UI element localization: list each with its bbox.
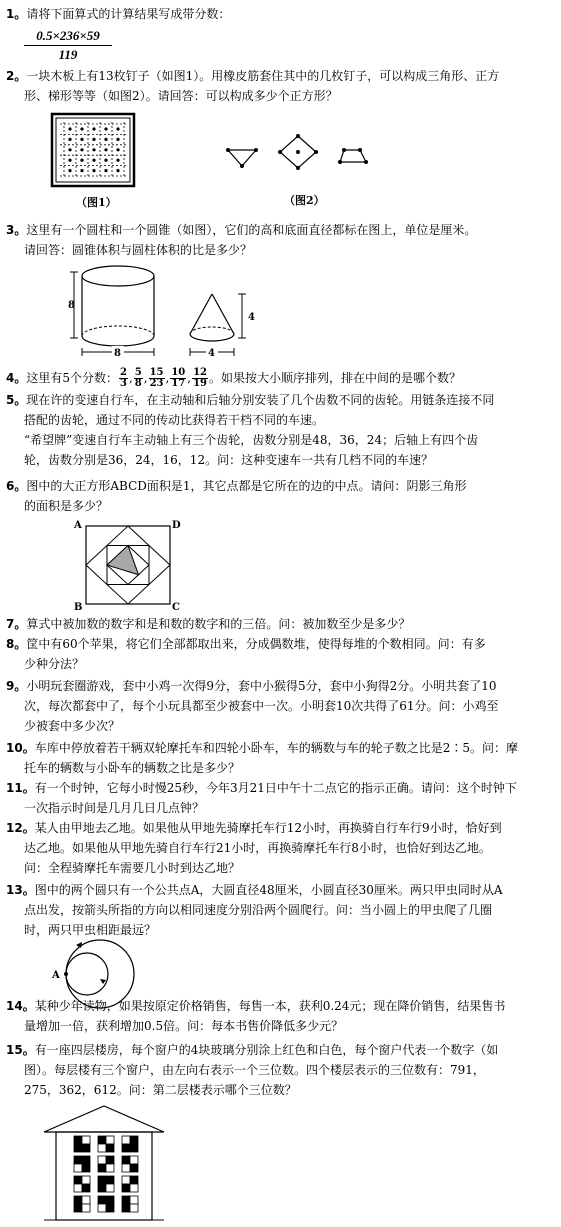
fraction bbox=[149, 368, 165, 389]
fraction-numerator: 10 bbox=[171, 367, 186, 378]
problem-number: 5。 bbox=[6, 393, 27, 407]
problem-11 bbox=[6, 778, 554, 818]
nail-dot bbox=[104, 138, 107, 141]
problem-number: 11。 bbox=[6, 781, 35, 795]
problem-number: 14。 bbox=[6, 999, 35, 1013]
nail-dot bbox=[314, 150, 318, 154]
small-circle bbox=[66, 953, 108, 995]
window-pane bbox=[122, 1204, 130, 1212]
nail-dot bbox=[92, 159, 95, 162]
nail-dot bbox=[240, 164, 244, 168]
problem-text: 托车的辆数与小卧车的辆数之比是多少？ bbox=[24, 761, 241, 775]
nail-dot bbox=[296, 150, 300, 154]
problem-text: 。如果按大小顺序排列，排在中间的是哪个数？ bbox=[209, 371, 462, 385]
nail-dot bbox=[278, 150, 282, 154]
nail-dot bbox=[226, 148, 230, 152]
nail-dot bbox=[358, 148, 362, 152]
cylinder-top bbox=[82, 266, 154, 286]
problem-number: 8。 bbox=[6, 637, 27, 651]
problem-9 bbox=[6, 676, 554, 736]
problem-3 bbox=[6, 220, 554, 260]
nail-dot bbox=[296, 134, 300, 138]
problem-text: 有一个时钟，它每小时慢25秒，今年3月21日中午十二点它的指示正确。请问：这个时钟下 bbox=[34, 781, 517, 795]
window-pane bbox=[98, 1144, 106, 1152]
problem-text: 轮，齿数分别是36，24，16，12。问：这种变速车一共有几档不同的车速？ bbox=[24, 453, 434, 467]
shapes-figure bbox=[226, 136, 376, 176]
expression-numerator: 0.5×236×59 bbox=[24, 28, 112, 46]
triangle-shape bbox=[228, 150, 256, 166]
problem-text: 少种分法？ bbox=[24, 657, 85, 671]
fraction-denominator: 8 bbox=[134, 378, 142, 389]
cone-side bbox=[190, 294, 212, 334]
problem-text: 这里有5个分数： bbox=[26, 371, 118, 385]
window-pane bbox=[122, 1144, 130, 1152]
problem-12 bbox=[6, 818, 554, 878]
figure-1-caption: （图1） bbox=[76, 196, 117, 209]
window-pane bbox=[106, 1136, 114, 1144]
problem-6 bbox=[6, 476, 554, 516]
problem-text: 有一座四层楼房，每个窗户的4块玻璃分别涂上红色和白色，每个窗户代表一个数字（如 bbox=[34, 1043, 499, 1057]
window-pane bbox=[98, 1164, 106, 1172]
square-abcd-figure bbox=[74, 520, 184, 612]
fraction-denominator: 17 bbox=[171, 378, 186, 389]
point-a bbox=[64, 972, 68, 976]
window-pane bbox=[98, 1204, 106, 1212]
window-pane bbox=[98, 1136, 106, 1144]
vertex-b-label: B bbox=[74, 602, 83, 613]
nail-dot bbox=[104, 148, 107, 151]
window-pane bbox=[106, 1144, 114, 1152]
window-pane bbox=[130, 1184, 138, 1192]
problem-10 bbox=[6, 738, 554, 778]
nail-dot bbox=[80, 148, 83, 151]
nail-dot bbox=[116, 169, 119, 172]
problem-text: 这里有一个圆柱和一个圆锥（如图），它们的高和底面直径都标在图上，单位是厘米。 bbox=[26, 223, 477, 237]
window-pane bbox=[82, 1156, 90, 1164]
problem-8 bbox=[6, 634, 554, 674]
problem-text: 时，两只甲虫相距最远？ bbox=[24, 923, 157, 937]
fraction-denominator: 23 bbox=[149, 378, 164, 389]
problem-number: 6。 bbox=[6, 479, 27, 493]
window-pane bbox=[74, 1136, 82, 1144]
vertex-d-label: D bbox=[172, 520, 181, 531]
problem-text: 搭配的齿轮，通过不同的传动比获得若干档不同的车速。 bbox=[24, 413, 325, 427]
window-pane bbox=[130, 1144, 138, 1152]
window-pane bbox=[130, 1164, 138, 1172]
shaded-triangle bbox=[107, 546, 139, 575]
nail-dot bbox=[104, 159, 107, 162]
nail-dot bbox=[116, 127, 119, 130]
window-pane bbox=[98, 1196, 106, 1204]
nail-dot bbox=[92, 127, 95, 130]
window-pane bbox=[74, 1196, 82, 1204]
window-pane bbox=[98, 1156, 106, 1164]
expression-fraction bbox=[24, 28, 112, 63]
problem-1 bbox=[6, 4, 554, 24]
nail-dot bbox=[364, 160, 368, 164]
window-pane bbox=[82, 1136, 90, 1144]
problem-number: 15。 bbox=[6, 1043, 35, 1057]
expression-denominator: 119 bbox=[58, 47, 78, 62]
cone-base bbox=[190, 334, 234, 341]
problem-text: 现在许的变速自行车，在主动轴和后轴分别安装了几个齿数不同的齿轮。用链条连接不同 bbox=[26, 393, 495, 407]
window-pane bbox=[82, 1164, 90, 1172]
window-pane bbox=[74, 1176, 82, 1184]
problem-text: 小明玩套圈游戏，套中小鸡一次得9分，套中小猴得5分，套中小狗得2分。小明共套了10 bbox=[26, 679, 497, 693]
problem-2 bbox=[6, 66, 554, 106]
problem-number: 7。 bbox=[6, 617, 27, 631]
nail-dot bbox=[296, 166, 300, 170]
window-pane bbox=[122, 1164, 130, 1172]
window-pane bbox=[74, 1184, 82, 1192]
window-pane bbox=[82, 1144, 90, 1152]
window-pane bbox=[106, 1176, 114, 1184]
problem-text: 量增加一倍，获利增加0.5倍。问：每本书售价降低多少元？ bbox=[24, 1019, 344, 1033]
fraction-numerator: 5 bbox=[134, 367, 142, 378]
nail-dot bbox=[338, 160, 342, 164]
window-pane bbox=[122, 1136, 130, 1144]
nail-dot bbox=[104, 127, 107, 130]
nail-dot bbox=[80, 138, 83, 141]
window-pane bbox=[74, 1144, 82, 1152]
problem-number: 13。 bbox=[6, 883, 35, 897]
window-pane bbox=[122, 1184, 130, 1192]
fraction bbox=[119, 368, 128, 389]
window-pane bbox=[98, 1176, 106, 1184]
problem-text: 问：全程骑摩托车需要几小时到达乙地？ bbox=[24, 861, 241, 875]
figure-2-caption: （图2） bbox=[284, 194, 325, 207]
fraction-numerator: 2 bbox=[120, 367, 127, 378]
window-pane bbox=[122, 1156, 130, 1164]
nail-dot bbox=[68, 148, 71, 151]
problem-text: 算式中被加数的数字和是和数的数字和的三倍。问：被加数至少是多少？ bbox=[26, 617, 411, 631]
roof bbox=[44, 1106, 164, 1132]
window-pane bbox=[82, 1196, 90, 1204]
vertex-a-label: A bbox=[74, 520, 82, 531]
problem-number: 2。 bbox=[6, 69, 27, 83]
problem-text: 275，362，612。问：第二层楼表示哪个三位数？ bbox=[24, 1083, 297, 1097]
window-pane bbox=[130, 1136, 138, 1144]
cone-diameter-label: 4 bbox=[208, 348, 215, 359]
nail-dot bbox=[342, 148, 346, 152]
cylinder-bottom bbox=[82, 336, 154, 346]
window-pane bbox=[130, 1204, 138, 1212]
nail-dot bbox=[80, 127, 83, 130]
window-pane bbox=[82, 1204, 90, 1212]
vertex-c-label: C bbox=[172, 602, 180, 613]
fraction bbox=[170, 368, 186, 389]
problem-text: “希望牌”变速自行车主动轴上有三个齿轮，齿数分别是48，36，24；后轴上有四个齿 bbox=[24, 433, 479, 447]
problem-text: 图）。每层楼有三个窗户，由左向右表示一个三位数。四个楼层表示的三位数有：791， bbox=[24, 1063, 485, 1077]
problem-text: 一次指示时间是几月几日几点钟？ bbox=[24, 801, 205, 815]
problem-text: 图中的两个圆只有一个公共点A，大圆直径48厘米，小圆直径30厘米。两只甲虫同时从A bbox=[34, 883, 503, 897]
problem-text: 次，每次都套中了，每个小玩具都至少被套中一次。小明套10次共得了61分。问：小鸡至 bbox=[24, 699, 499, 713]
window-pane bbox=[106, 1184, 114, 1192]
window-pane bbox=[106, 1164, 114, 1172]
problem-text: 达乙地。如果他从甲地先骑自行车行21小时，再换骑摩托车行8小时，也恰好到达乙地。 bbox=[24, 841, 491, 855]
fraction-numerator: 12 bbox=[193, 367, 208, 378]
fraction-numerator: 15 bbox=[149, 367, 164, 378]
problem-text: 请回答：圆锥体积与圆柱体积的比是多少？ bbox=[24, 243, 253, 257]
nail-dot bbox=[92, 138, 95, 141]
arrow-icon bbox=[100, 979, 106, 984]
nail-dot bbox=[68, 127, 71, 130]
problem-text: 一块木板上有13枚钉子（如图1）。用橡皮筋套住其中的几枚钉子，可以构成三角形、正方 bbox=[26, 69, 500, 83]
building-figure bbox=[42, 1104, 166, 1222]
problem-13 bbox=[6, 880, 554, 940]
window-pane bbox=[74, 1156, 82, 1164]
problem-number: 1。 bbox=[6, 7, 27, 21]
problem-text: 筐中有60个苹果，将它们全部都取出来，分成偶数堆，使得每堆的个数相同。问：有多 bbox=[26, 637, 486, 651]
fraction-denominator: 3 bbox=[120, 378, 127, 389]
nail-dot bbox=[68, 138, 71, 141]
nail-dot bbox=[254, 148, 258, 152]
window-pane bbox=[82, 1184, 90, 1192]
window-pane bbox=[122, 1176, 130, 1184]
window-pane bbox=[98, 1184, 106, 1192]
window-pane bbox=[130, 1156, 138, 1164]
problem-text: 某种少年读物，如果按原定价格销售，每售一本，获利0.24元；现在降价销售，结果售书 bbox=[34, 999, 506, 1013]
nail-dot bbox=[92, 148, 95, 151]
problem-number: 12。 bbox=[6, 821, 35, 835]
problem-text: 点出发，按箭头所指的方向以相同速度分别沿两个圆爬行。问：当小圆上的甲虫爬了几圈 bbox=[24, 903, 493, 917]
window-pane bbox=[82, 1176, 90, 1184]
nail-dot bbox=[116, 148, 119, 151]
problem-text: 车库中停放着若干辆双轮摩托车和四轮小卧车，车的辆数与车的轮子数之比是2∶5。问：摩 bbox=[34, 741, 518, 755]
window-pane bbox=[74, 1164, 82, 1172]
problem-text: 请将下面算式的计算结果写成带分数： bbox=[26, 7, 231, 21]
problem-text: 的面积是多少？ bbox=[24, 499, 109, 513]
nail-dot bbox=[116, 138, 119, 141]
nail-dot bbox=[92, 169, 95, 172]
window-pane bbox=[122, 1196, 130, 1204]
cylinder-bottom-hidden bbox=[82, 326, 154, 336]
problem-text: 少被套中多少次？ bbox=[24, 719, 121, 733]
fraction bbox=[134, 368, 143, 389]
problem-text: 形、梯形等等（如图2）。请回答：可以构成多少个正方形？ bbox=[24, 89, 338, 103]
nail-dot bbox=[68, 159, 71, 162]
problem-7 bbox=[6, 614, 554, 634]
problem-text: 图中的大正方形ABCD面积是1，其它点都是它所在的边的中点。请问：阴影三角形 bbox=[26, 479, 467, 493]
problem-15 bbox=[6, 1040, 554, 1100]
problem-number: 10。 bbox=[6, 741, 35, 755]
cone-height-label: 4 bbox=[248, 312, 255, 323]
window-pane bbox=[106, 1204, 114, 1212]
nail-dot bbox=[116, 159, 119, 162]
problem-number: 9。 bbox=[6, 679, 27, 693]
problem-text: 某人由甲地去乙地。如果他从甲地先骑摩托车行12小时，再换骑自行车行9小时，恰好到 bbox=[34, 821, 502, 835]
problem-number: 3。 bbox=[6, 223, 27, 237]
cylinder-height-label: 8 bbox=[68, 300, 75, 311]
problem-4: 4。这里有5个分数： $\frac{2}{3}$ , $\frac{5}{8}$ , $\frac{15}{23}$ , $\frac{10}{17}$ , $\frac{12}{19}$ 。如果按大小顺序排列，排在中间的是哪个数？ bbox=[6, 367, 462, 389]
window-pane bbox=[106, 1156, 114, 1164]
nail-dot bbox=[80, 169, 83, 172]
window-pane bbox=[130, 1176, 138, 1184]
nail-dot bbox=[80, 159, 83, 162]
window-pane bbox=[130, 1196, 138, 1204]
problem-number: 4。 bbox=[6, 371, 27, 385]
window-pane bbox=[106, 1196, 114, 1204]
fraction bbox=[192, 368, 208, 389]
problem-14 bbox=[6, 996, 554, 1036]
cylinder-cone-figure bbox=[68, 262, 268, 364]
nail-dot bbox=[104, 169, 107, 172]
cone-base-hidden bbox=[190, 327, 234, 334]
cylinder-diameter-label: 8 bbox=[114, 348, 121, 359]
fraction-denominator: 19 bbox=[193, 378, 208, 389]
point-a-label: A bbox=[52, 970, 60, 981]
nail-board-figure bbox=[52, 114, 134, 186]
problem-5 bbox=[6, 390, 554, 470]
window-pane bbox=[74, 1204, 82, 1212]
nail-dot bbox=[68, 169, 71, 172]
